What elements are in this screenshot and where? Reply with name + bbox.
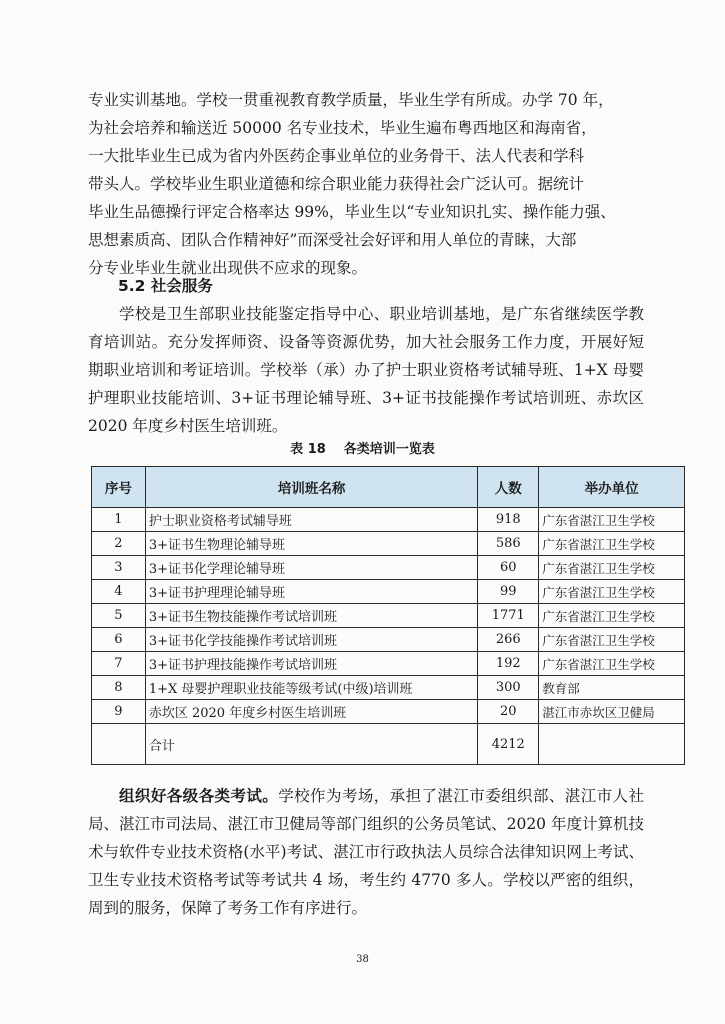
table-row xyxy=(92,652,685,676)
table-header-row xyxy=(92,467,685,508)
training-table xyxy=(91,466,685,765)
service-paragraph xyxy=(88,300,644,440)
text-line: 带头人。学校毕业生职业道德和综合职业能力获得社会广泛认可。据统计 xyxy=(88,175,585,193)
cell-course: 3+证书生物技能操作考试培训班 xyxy=(145,604,478,628)
table-caption-number: 表 18 xyxy=(290,442,326,457)
cell-count: 300 xyxy=(478,676,539,700)
cell-organizer: 广东省湛江卫生学校 xyxy=(539,652,685,676)
cell-organizer: 教育部 xyxy=(539,676,685,700)
cell-index: 5 xyxy=(92,604,146,628)
cell-course: 3+证书化学技能操作考试培训班 xyxy=(145,628,478,652)
text-line: 专业实训基地。学校一贯重视教育教学质量，毕业生学有所成。办学 70 年， xyxy=(88,91,614,109)
exam-text xyxy=(88,782,644,922)
cell-organizer: 广东省湛江卫生学校 xyxy=(539,556,685,580)
text-line: 思想素质高、团队合作精神好”而深受社会好评和用人单位的青睐，大部 xyxy=(88,231,577,249)
cell-course: 1+X 母婴护理职业技能等级考试(中级)培训班 xyxy=(145,676,478,700)
cell-count: 586 xyxy=(478,532,539,556)
column-header: 人数 xyxy=(478,467,539,508)
cell-index: 8 xyxy=(92,676,146,700)
section-heading: 5.2 社会服务 xyxy=(118,277,213,295)
table-caption xyxy=(0,440,725,460)
cell-count: 20 xyxy=(478,700,539,724)
cell-count: 60 xyxy=(478,556,539,580)
cell-course: 3+证书护理技能操作考试培训班 xyxy=(145,652,478,676)
text-line: 毕业生品德操行评定合格率达 99%，毕业生以“专业知识扎实、操作能力强、 xyxy=(88,203,616,221)
cell-index: 3 xyxy=(92,556,146,580)
cell-count: 99 xyxy=(478,580,539,604)
cell-organizer: 广东省湛江卫生学校 xyxy=(539,628,685,652)
cell-index: 9 xyxy=(92,700,146,724)
cell-empty xyxy=(539,724,685,765)
table-row xyxy=(92,580,685,604)
cell-course: 护士职业资格考试辅导班 xyxy=(145,508,478,532)
cell-index: 1 xyxy=(92,508,146,532)
cell-count: 192 xyxy=(478,652,539,676)
cell-index: 7 xyxy=(92,652,146,676)
table-row xyxy=(92,604,685,628)
table-row xyxy=(92,532,685,556)
text-line: 为社会培养和输送近 50000 名专业技术，毕业生遍布粤西地区和海南省， xyxy=(88,119,597,137)
cell-count: 918 xyxy=(478,508,539,532)
exam-lead: 组织好各级各类考试。 xyxy=(119,787,279,805)
cell-index: 2 xyxy=(92,532,146,556)
text-line: 一大批毕业生已成为省内外医药企事业单位的业务骨干、法人代表和学科 xyxy=(88,147,585,165)
total-label: 合计 xyxy=(145,724,478,765)
table-row xyxy=(92,700,685,724)
cell-organizer: 广东省湛江卫生学校 xyxy=(539,508,685,532)
table-row xyxy=(92,676,685,700)
page-number: 38 xyxy=(356,954,369,965)
column-header: 序号 xyxy=(92,467,146,508)
cell-organizer: 广东省湛江卫生学校 xyxy=(539,532,685,556)
table-total-row xyxy=(92,724,685,765)
cell-count: 266 xyxy=(478,628,539,652)
cell-organizer: 湛江市赤坎区卫健局 xyxy=(539,700,685,724)
table-row xyxy=(92,556,685,580)
cell-course: 3+证书化学理论辅导班 xyxy=(145,556,478,580)
cell-index: 6 xyxy=(92,628,146,652)
cell-course: 3+证书护理理论辅导班 xyxy=(145,580,478,604)
cell-organizer: 广东省湛江卫生学校 xyxy=(539,580,685,604)
table-caption-title: 各类培训一览表 xyxy=(343,442,435,457)
cell-count: 1771 xyxy=(478,604,539,628)
table-row xyxy=(92,508,685,532)
cell-index: 4 xyxy=(92,580,146,604)
text-line: 分专业毕业生就业出现供不应求的现象。 xyxy=(88,259,368,277)
column-header: 举办单位 xyxy=(539,467,685,508)
service-text: 学校是卫生部职业技能鉴定指导中心、职业培训基地，是广东省继续医学教育培训站。充分发挥师资、设备等资源优势，加大社会服务工作力度，开展好短期职业培训和考证培训。学校举（承）办了护士职业资格考试辅导班、1+X 母婴护理职业技能培训、3+证书理论辅导班、3+证书技能操作考试培训班、赤坎区 2020 年度乡村医生培训班。 xyxy=(88,305,644,435)
table-row xyxy=(92,628,685,652)
total-value: 4212 xyxy=(478,724,539,765)
exam-paragraph xyxy=(88,782,644,922)
exam-body: 学校作为考场，承担了湛江市委组织部、湛江市人社局、湛江市司法局、湛江市卫健局等部门组织的公务员笔试、2020 年度计算机技术与软件专业技术资格(水平)考试、湛江市行政执法人员综合法律知识网上考试、卫生专业技术资格考试等考试共 4 场，考生约 4770 多人。学校以严密的组织，周到的服务，保障了考务工作有序进行。 xyxy=(88,787,644,917)
cell-organizer: 广东省湛江卫生学校 xyxy=(539,604,685,628)
cell-empty xyxy=(92,724,146,765)
cell-course: 3+证书生物理论辅导班 xyxy=(145,532,478,556)
column-header: 培训班名称 xyxy=(145,467,478,508)
intro-paragraph xyxy=(88,86,644,282)
cell-course: 赤坎区 2020 年度乡村医生培训班 xyxy=(145,700,478,724)
